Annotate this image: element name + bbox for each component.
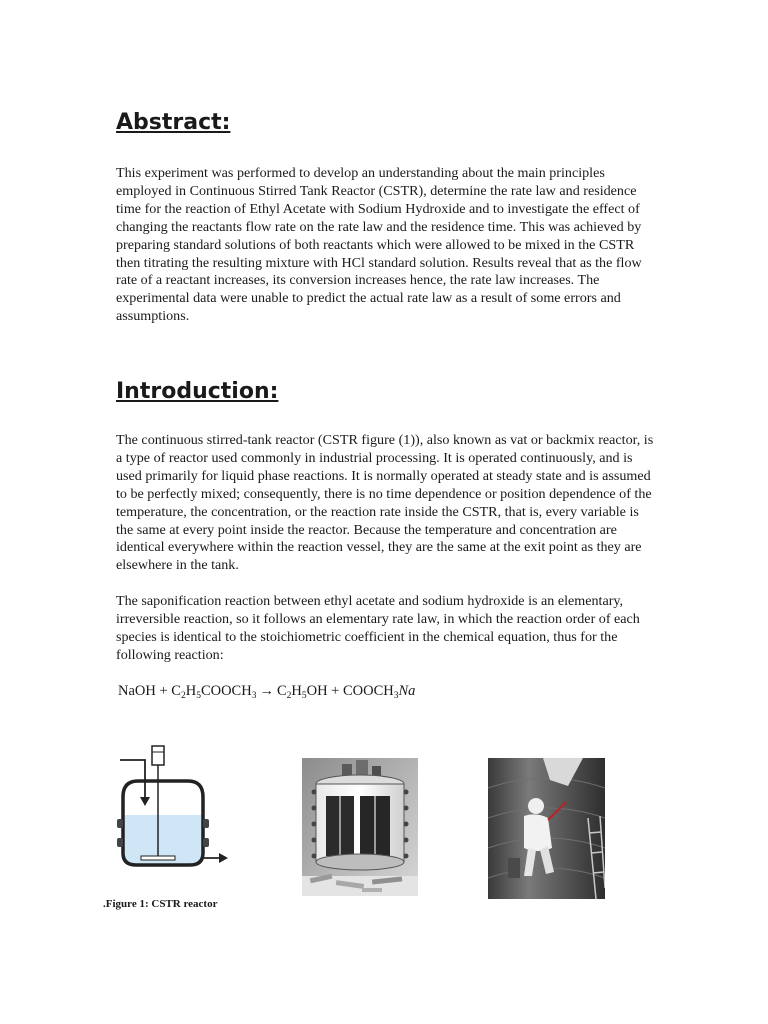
lug [117,838,123,847]
worker-body [524,814,552,851]
introduction-heading: Introduction: [116,379,279,404]
equation-subscript: 5 [196,691,201,701]
part [362,888,382,892]
abstract-heading: Abstract: [116,110,231,135]
reaction-equation [118,683,415,701]
lug [203,819,209,828]
abstract-paragraph: This experiment was performed to develop an understanding about the main principles employed in Continuous Stirred Tank Reactor (CSTR), determine the rate law and residence time for the reaction of Ethyl Acetate with Sodium Hydroxide and to investigate the effect of changing the reactants flow rate on the rate law and the residence time. This was achieved by preparing standard solutions of both reactants which were allowed to be mixed in the CSTR then titrating the resulting mixture with HCl standard solution. Results reveal that as the flow rate of a reactant increases, its conversion increases hence, the rate law increases. The experimental data were unable to predict the actual rate law as a result of some errors and assumptions. [116,165,642,325]
reaction-arrow: → [259,683,274,699]
tank-interior-photo [488,758,605,899]
impeller-icon [141,856,175,860]
equation-subscript: 2 [286,691,292,701]
equation-subscript: 3 [393,691,399,701]
equation-subscript: 5 [301,691,307,701]
equation-part: OH + COOCH [306,683,394,699]
lug [203,838,209,847]
equation-part: H [291,683,302,699]
worker-head [528,798,544,814]
equation-subscript: 2 [180,691,186,701]
equation-part: C [276,683,287,699]
equipment [508,858,520,878]
cstr-diagram [108,743,238,873]
equation-part: Na [398,683,416,699]
base [316,854,404,870]
introduction-paragraph-2: The saponification reaction between ethyl acetate and sodium hydroxide is an elementary, irreversible reaction, so it follows an elementary rate law, in which the reaction order of each species is identical to the stoichiometric coefficient in the chemical equation, thus for the following reaction: [116,593,640,663]
introduction-paragraph-1: The continuous stirred-tank reactor (CSTR figure (1)), also known as vat or backmix reactor, is a type of reactor used commonly in industrial processing. It is operated continuously, and is used primarily for liquid phase reactions. It is normally operated at steady state and is assumed to be perfectly mixed; consequently, there is no time dependence or position dependence of the temperature, the concentration, or the reaction rate inside the CSTR, that is, every variable is the same at every point inside the reactor. Because the temperature and concentration are identical everywhere within the reaction vessel, they are the same at the exit point as they are elsewhere in the tank. [116,432,654,574]
motor-box [152,746,164,765]
equation-subscript: 3 [251,691,257,701]
lug [117,819,123,828]
equation-part: COOCH [200,683,252,699]
inlet-arrow-icon [140,797,150,806]
outlet-arrow-icon [219,853,228,863]
equation-part: H [185,683,197,699]
reactor-photo [302,758,418,896]
figure-caption: .Figure 1: CSTR reactor [103,898,218,910]
equation-part: NaOH + C [118,683,181,699]
